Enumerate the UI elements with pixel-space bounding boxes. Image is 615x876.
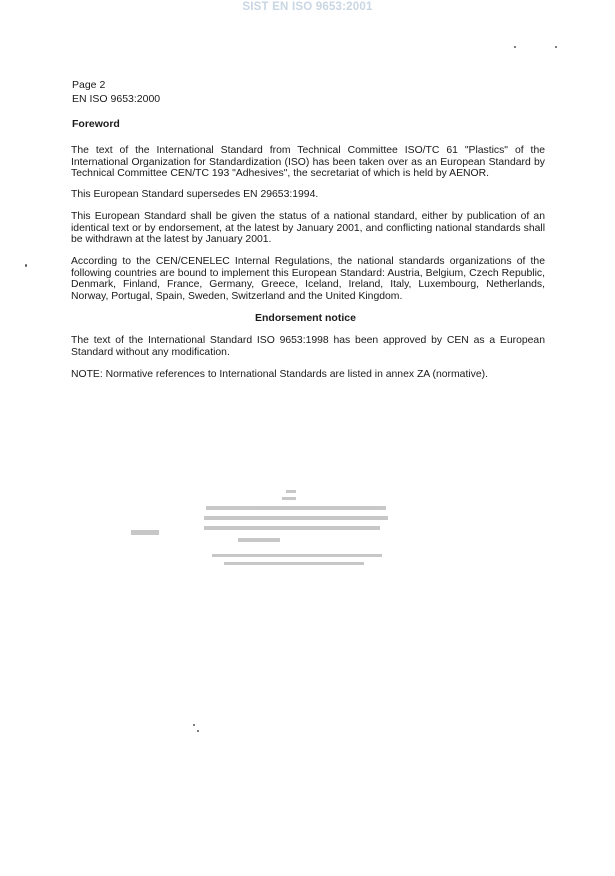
scan-speck — [193, 724, 195, 726]
document-id: EN ISO 9653:2000 — [72, 92, 161, 105]
foreword-heading: Foreword — [72, 118, 120, 130]
page-header — [72, 79, 160, 106]
scan-speck — [555, 46, 557, 48]
watermark: SIST EN ISO 9653:2001 — [242, 1, 373, 13]
page-number: Page 2 — [72, 79, 106, 91]
endorsement-paragraph: The text of the International Standard ISO 9653:1998 has been approved by CEN as a European Standard without any modification. — [71, 335, 545, 358]
scan-speck — [25, 264, 27, 267]
foreword-paragraph: This European Standard shall be given the status of a national standard, either by publication of an identical text or by endorsement, at the latest by January 2001, and conflicting national standards shall be withdrawn at the latest by January 2001. — [71, 211, 545, 246]
foreword-paragraph: This European Standard supersedes EN 29653:1994. — [71, 189, 319, 200]
faded-stamp — [128, 484, 398, 584]
foreword-paragraph: The text of the International Standard from Technical Committee ISO/TC 61 "Plastics" of the International Organization for Standardization (ISO) has been taken over as an European Standard by Technical Committee CEN/TC 193 "Adhesives", the secretariat of which is held by AENOR. — [71, 145, 545, 180]
endorsement-heading: Endorsement notice — [255, 312, 356, 324]
scan-speck — [514, 46, 516, 48]
foreword-paragraph: According to the CEN/CENELEC Internal Regulations, the national standards organizations of the following countries are bound to implement this European Standard: Austria, Belgium, Czech Republic, Denmark, Finland, France, Germany, Greece, Iceland, Ireland, Italy, Luxembourg, Netherlands, Norway, Portugal, Spain, Sweden, Switzerland and the United Kingdom. — [71, 256, 545, 302]
scan-speck — [197, 730, 199, 732]
endorsement-note: NOTE: Normative references to International Standards are listed in annex ZA (normative). — [71, 369, 488, 380]
